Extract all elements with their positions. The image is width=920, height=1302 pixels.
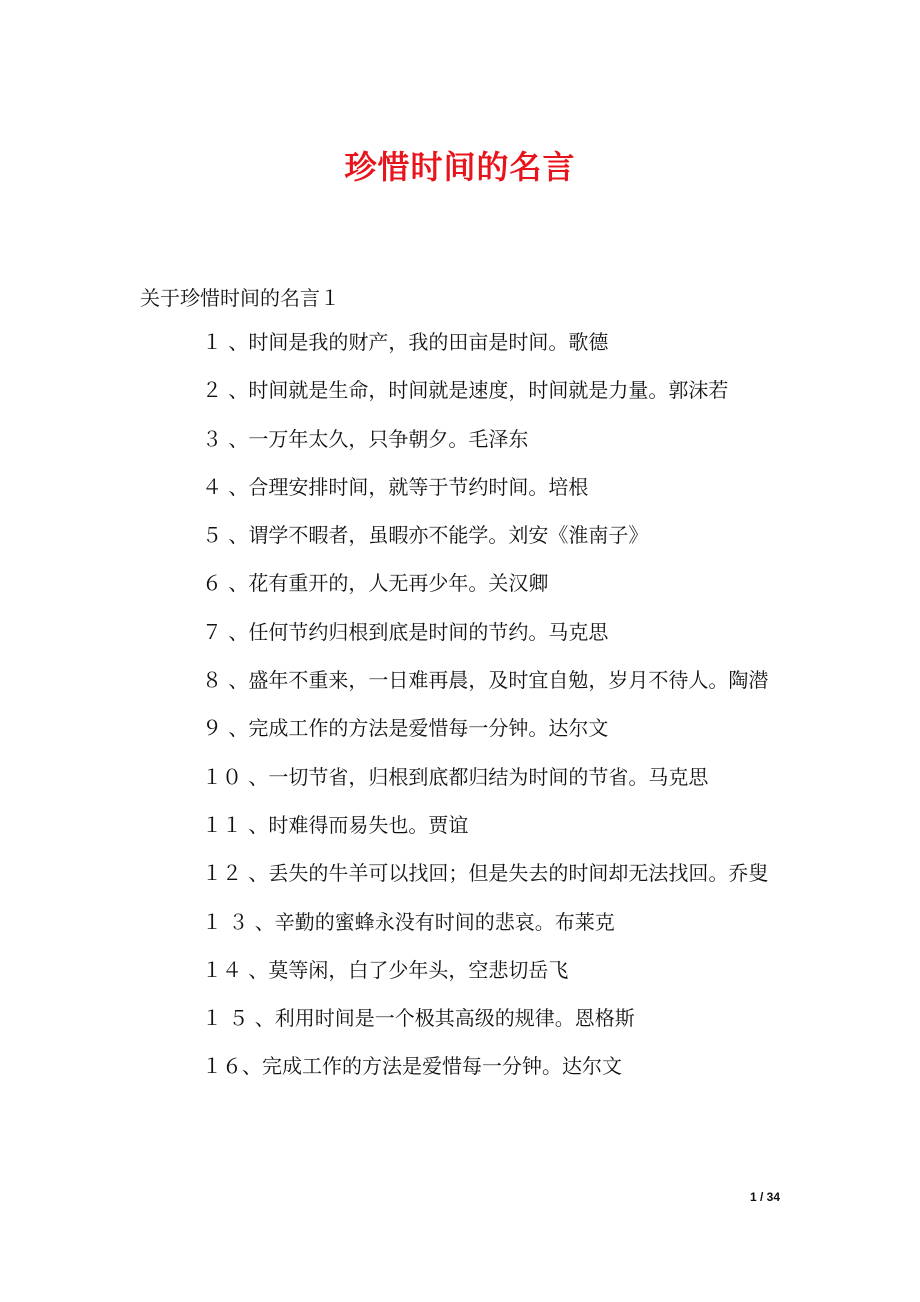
quote-item: ５ 、谓学不暇者，虽暇亦不能学。刘安《淮南子》	[202, 523, 649, 548]
quote-item: １ ５ 、利用时间是一个极其高级的规律。恩格斯	[202, 1006, 635, 1031]
quote-item: ９ 、完成工作的方法是爱惜每一分钟。达尔文	[202, 716, 609, 741]
quote-item: １４ 、莫等闲，白了少年头，空悲切岳飞	[202, 957, 569, 982]
quote-item: ４ 、合理安排时间，就等于节约时间。培根	[202, 474, 589, 499]
quote-item: １ ３ 、辛勤的蜜蜂永没有时间的悲哀。布莱克	[202, 909, 615, 934]
quote-item: １２ 、丢失的牛羊可以找回；但是失去的时间却无法找回。乔叟	[202, 861, 769, 886]
quote-item: １０ 、一切节省，归根到底都归结为时间的节省。马克思	[202, 764, 709, 789]
quote-item: ８ 、盛年不重来，一日难再晨，及时宜自勉，岁月不待人。陶潜	[202, 668, 769, 693]
page-number: 1 / 34	[749, 1190, 780, 1204]
quote-item: ７ 、任何节约归根到底是时间的节约。马克思	[202, 619, 609, 644]
quote-item: ２ 、时间就是生命，时间就是速度，时间就是力量。郭沫若	[202, 378, 729, 403]
document-title: 珍惜时间的名言	[344, 148, 576, 186]
section-heading: 关于珍惜时间的名言１	[140, 286, 340, 310]
quote-list	[140, 318, 785, 1091]
quote-item: １ 、时间是我的财产，我的田亩是时间。歌德	[202, 330, 609, 354]
quote-item: ３ 、一万年太久，只争朝夕。毛泽东	[202, 426, 529, 451]
quote-item: ６ 、花有重开的，人无再少年。关汉卿	[202, 571, 549, 596]
quote-item: １１ 、时难得而易失也。贾谊	[202, 812, 469, 837]
quote-item: １６、完成工作的方法是爱惜每一分钟。达尔文	[202, 1054, 622, 1079]
